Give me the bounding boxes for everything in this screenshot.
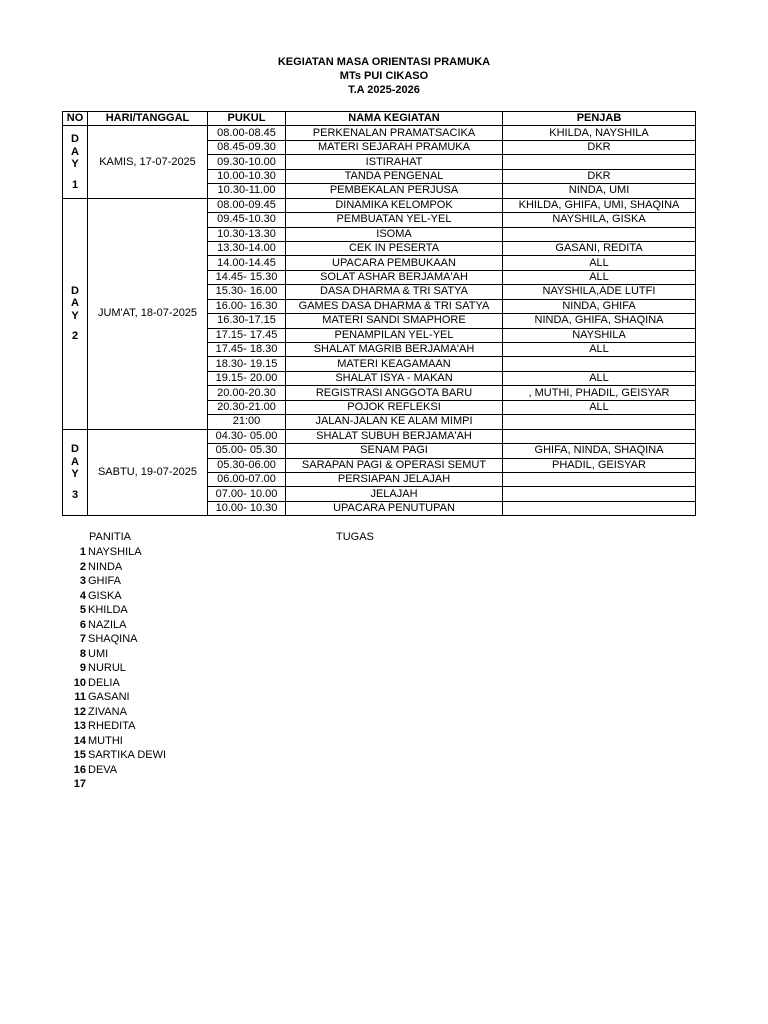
day-label-cell (63, 429, 88, 516)
doc-subtitle-school: MTs PUI CIKASO (339, 70, 429, 82)
activity-cell: CEK IN PESERTA (286, 241, 503, 255)
day-date-cell: KAMIS, 17-07-2025 (88, 126, 208, 198)
member-number: 7 (79, 633, 86, 645)
day-letter: Y (71, 158, 79, 171)
list-item (62, 603, 166, 618)
pic-cell (503, 487, 696, 501)
member-number: 16 (73, 763, 86, 776)
list-item (62, 661, 166, 676)
pic-cell (503, 357, 696, 371)
member-number: 1 (79, 546, 86, 558)
time-cell: 10.30-13.30 (208, 227, 286, 241)
pic-cell: NINDA, GHIFA (503, 299, 696, 313)
activity-cell: GAMES DASA DHARMA & TRI SATYA (286, 299, 503, 313)
day-date-cell: SABTU, 19-07-2025 (88, 429, 208, 516)
list-item (62, 574, 166, 589)
activity-cell: JALAN-JALAN KE ALAM MIMPI (286, 415, 503, 429)
activity-cell: MATERI SANDI SMAPHORE (286, 314, 503, 328)
time-cell: 08.45-09.30 (208, 140, 286, 154)
activity-cell: ISTIRAHAT (286, 155, 503, 169)
activity-cell: PEMBUATAN YEL-YEL (286, 213, 503, 227)
schedule-table (62, 111, 696, 516)
activity-cell: PERKENALAN PRAMATSACIKA (286, 126, 503, 140)
activity-cell: UPACARA PEMBUKAAN (286, 256, 503, 270)
time-cell: 04.30- 05.00 (208, 429, 286, 443)
member-name: MUTHI (88, 734, 123, 747)
col-header-date: HARI/TANGGAL (88, 112, 208, 126)
member-number: 4 (79, 589, 86, 602)
day-label-cell (63, 198, 88, 429)
pic-cell: NAYSHILA,ADE LUTFI (503, 285, 696, 299)
day-number: 1 (71, 178, 79, 191)
time-cell: 10.00- 10.30 (208, 501, 286, 515)
day-letter: A (71, 297, 79, 310)
member-number: 13 (73, 720, 86, 732)
member-name: KHILDA (88, 604, 128, 616)
member-name: GISKA (88, 589, 122, 602)
table-row (63, 198, 696, 212)
member-name: SHAQINA (88, 633, 138, 645)
list-item (62, 632, 166, 647)
activity-cell: UPACARA PENUTUPAN (286, 501, 503, 515)
time-cell: 05.00- 05.30 (208, 444, 286, 458)
col-header-activity: NAMA KEGIATAN (286, 112, 503, 126)
time-cell: 16.30-17.15 (208, 314, 286, 328)
member-name: NAYSHILA (88, 546, 142, 558)
activity-cell: JELAJAH (286, 487, 503, 501)
pic-cell: NAYSHILA (503, 328, 696, 342)
panitia-label: PANITIA (89, 531, 131, 543)
day-number: 3 (71, 488, 79, 501)
list-item (62, 647, 166, 662)
pic-cell: KHILDA, GHIFA, UMI, SHAQINA (503, 198, 696, 212)
pic-cell (503, 429, 696, 443)
member-name: UMI (88, 647, 109, 660)
pic-cell: NINDA, UMI (503, 184, 696, 198)
member-number: 10 (73, 676, 86, 689)
day-label-cell (63, 126, 88, 198)
member-name: RHEDITA (88, 720, 136, 732)
member-name: NAZILA (88, 618, 127, 631)
member-number: 5 (79, 604, 86, 616)
pic-cell: ALL (503, 343, 696, 357)
activity-cell: SHALAT SUBUH BERJAMA'AH (286, 429, 503, 443)
table-header-row (63, 112, 696, 126)
activity-cell: POJOK REFLEKSI (286, 400, 503, 414)
member-number: 14 (73, 734, 86, 747)
pic-cell (503, 155, 696, 169)
activity-cell: ISOMA (286, 227, 503, 241)
member-number: 6 (79, 618, 86, 631)
list-item (62, 777, 166, 792)
time-cell: 16.00- 16.30 (208, 299, 286, 313)
pic-cell (503, 415, 696, 429)
activity-cell: SHALAT ISYA - MAKAN (286, 371, 503, 385)
activity-cell: DINAMIKA KELOMPOK (286, 198, 503, 212)
activity-cell: MATERI SEJARAH PRAMUKA (286, 140, 503, 154)
time-cell: 20.30-21.00 (208, 400, 286, 414)
day-letter: A (71, 145, 79, 158)
pic-cell: , MUTHI, PHADIL, GEISYAR (503, 386, 696, 400)
pic-cell: DKR (503, 140, 696, 154)
pic-cell: DKR (503, 169, 696, 183)
list-item (62, 690, 166, 705)
list-item (62, 763, 166, 778)
pic-cell: NINDA, GHIFA, SHAQINA (503, 314, 696, 328)
member-number: 2 (79, 560, 86, 573)
member-name: NURUL (88, 662, 126, 674)
doc-title: KEGIATAN MASA ORIENTASI PRAMUKA (277, 56, 491, 68)
col-header-pic: PENJAB (503, 112, 696, 126)
list-item (62, 589, 166, 604)
time-cell: 09.45-10.30 (208, 213, 286, 227)
activity-cell: SARAPAN PAGI & OPERASI SEMUT (286, 458, 503, 472)
time-cell: 09.30-10.00 (208, 155, 286, 169)
member-number: 15 (73, 749, 86, 761)
member-name: ZIVANA (88, 705, 127, 718)
member-number: 11 (74, 691, 86, 703)
member-name: GHIFA (88, 575, 122, 587)
activity-cell: SHALAT MAGRIB BERJAMA'AH (286, 343, 503, 357)
schedule-body (63, 126, 696, 516)
time-cell: 13.30-14.00 (208, 241, 286, 255)
member-number: 9 (79, 662, 86, 674)
member-name: SARTIKA DEWI (88, 749, 167, 761)
time-cell: 19.15- 20.00 (208, 371, 286, 385)
activity-cell: TANDA PENGENAL (286, 169, 503, 183)
member-number: 3 (79, 575, 86, 587)
activity-cell: PENAMPILAN YEL-YEL (286, 328, 503, 342)
pic-cell: ALL (503, 400, 696, 414)
pic-cell: ALL (503, 256, 696, 270)
list-item (62, 676, 166, 691)
table-row (63, 126, 696, 140)
member-name: GASANI (88, 691, 130, 703)
list-item (62, 618, 166, 633)
time-cell: 07.00- 10.00 (208, 487, 286, 501)
day-letter: Y (71, 309, 79, 322)
time-cell: 05.30-06.00 (208, 458, 286, 472)
member-name: DELIA (88, 676, 120, 689)
activity-cell: SENAM PAGI (286, 444, 503, 458)
activity-cell: PEMBEKALAN PERJUSA (286, 184, 503, 198)
time-cell: 17.15- 17.45 (208, 328, 286, 342)
time-cell: 20.00-20.30 (208, 386, 286, 400)
time-cell: 10.00-10.30 (208, 169, 286, 183)
activity-cell: REGISTRASI ANGGOTA BARU (286, 386, 503, 400)
pic-cell (503, 472, 696, 486)
pic-cell: KHILDA, NAYSHILA (503, 126, 696, 140)
list-item (62, 545, 166, 560)
day-letter: Y (71, 468, 79, 481)
day-letter: A (71, 455, 79, 468)
member-number: 8 (79, 647, 86, 660)
time-cell: 17.45- 18.30 (208, 343, 286, 357)
committee-list (62, 545, 166, 792)
time-cell: 21:00 (208, 415, 286, 429)
activity-cell: SOLAT ASHAR BERJAMA'AH (286, 270, 503, 284)
list-item (62, 719, 166, 734)
pic-cell: GASANI, REDITA (503, 241, 696, 255)
time-cell: 08.00-09.45 (208, 198, 286, 212)
time-cell: 15.30- 16.00 (208, 285, 286, 299)
tugas-label: TUGAS (336, 531, 374, 543)
col-header-no: NO (63, 112, 88, 126)
table-row (63, 429, 696, 443)
time-cell: 14.45- 15.30 (208, 270, 286, 284)
list-item (62, 705, 166, 720)
time-cell: 14.00-14.45 (208, 256, 286, 270)
pic-cell (503, 501, 696, 515)
member-number: 12 (73, 705, 86, 718)
day-letter: D (71, 443, 79, 456)
pic-cell: PHADIL, GEISYAR (503, 458, 696, 472)
member-name: NINDA (88, 560, 123, 573)
day-letter: D (71, 133, 79, 146)
col-header-time: PUKUL (208, 112, 286, 126)
time-cell: 06.00-07.00 (208, 472, 286, 486)
member-name: DEVA (88, 763, 118, 776)
activity-cell: DASA DHARMA & TRI SATYA (286, 285, 503, 299)
list-item (62, 734, 166, 749)
pic-cell: GHIFA, NINDA, SHAQINA (503, 444, 696, 458)
day-letter: D (71, 284, 79, 297)
day-date-cell: JUM'AT, 18-07-2025 (88, 198, 208, 429)
activity-cell: MATERI KEAGAMAAN (286, 357, 503, 371)
time-cell: 18.30- 19.15 (208, 357, 286, 371)
list-item (62, 748, 166, 763)
pic-cell: ALL (503, 270, 696, 284)
pic-cell: ALL (503, 371, 696, 385)
activity-cell: PERSIAPAN JELAJAH (286, 472, 503, 486)
list-item (62, 560, 166, 575)
member-number: 17 (73, 778, 86, 790)
time-cell: 10.30-11.00 (208, 184, 286, 198)
time-cell: 08.00-08.45 (208, 126, 286, 140)
pic-cell (503, 227, 696, 241)
doc-subtitle-year: T.A 2025-2026 (348, 84, 420, 96)
pic-cell: NAYSHILA, GISKA (503, 213, 696, 227)
day-number: 2 (71, 330, 79, 343)
